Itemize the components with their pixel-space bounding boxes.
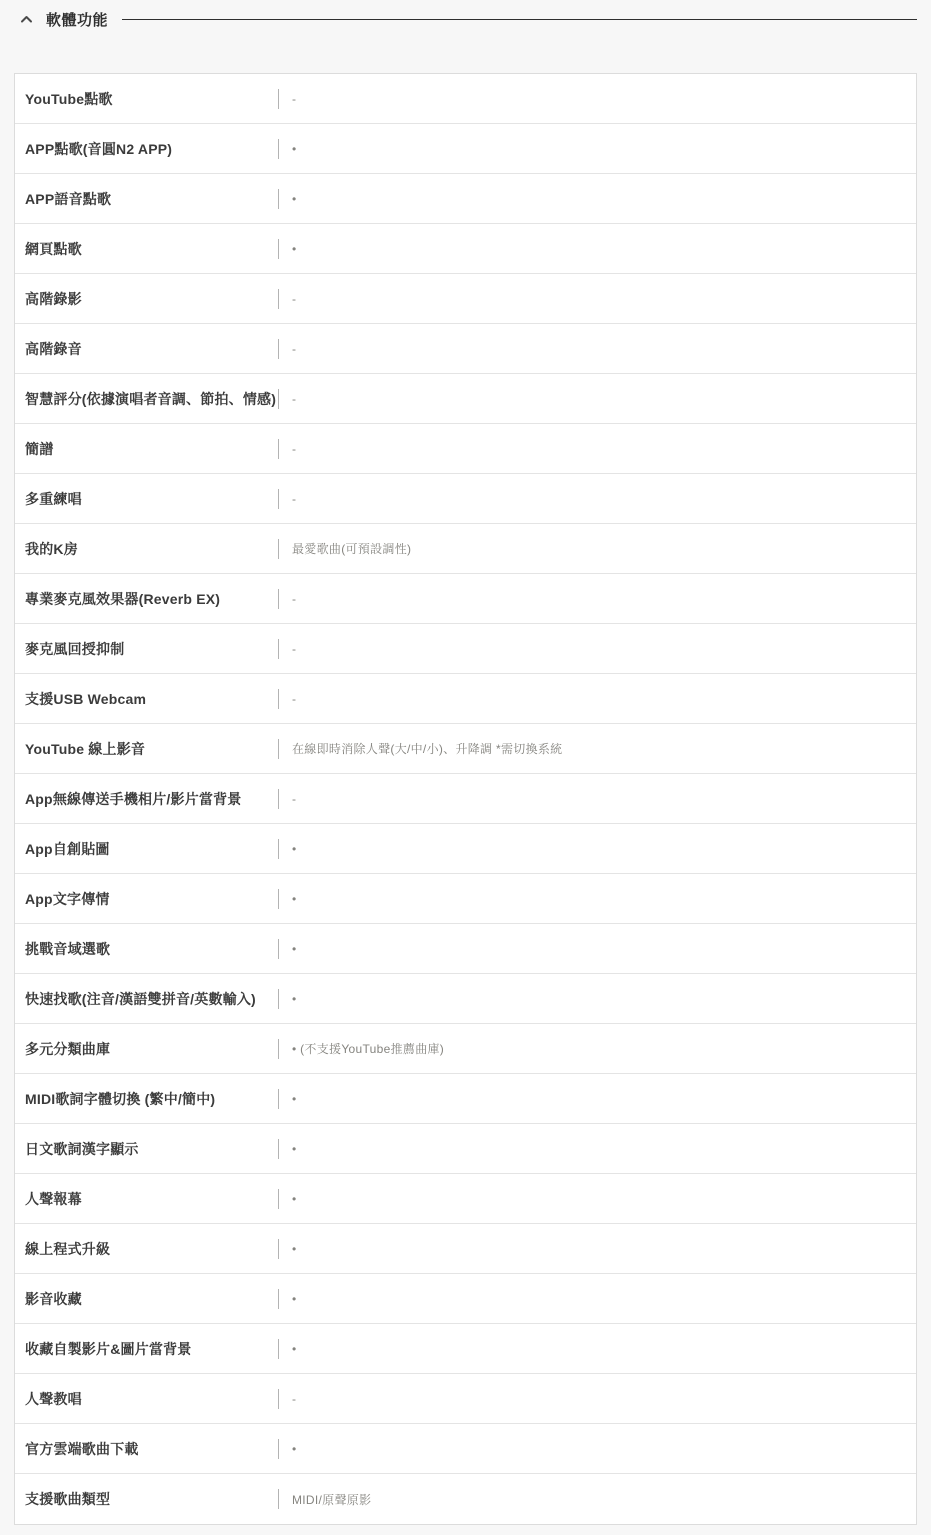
spec-row-label: App自創貼圖: [25, 840, 110, 857]
spec-row-label: 官方雲端歌曲下載: [25, 1440, 139, 1457]
spec-table: [14, 73, 917, 1525]
spec-row-label: 日文歌詞漢字顯示: [25, 1140, 139, 1157]
column-divider: [278, 689, 279, 709]
column-divider: [278, 289, 279, 309]
spec-row-label: MIDI歌詞字體切換 (繁中/簡中): [25, 1090, 216, 1107]
spec-row: [15, 1174, 916, 1224]
spec-row-label: 挑戰音域選歌: [25, 940, 111, 957]
column-divider: [278, 739, 279, 759]
spec-row-label: YouTube點歌: [25, 90, 113, 107]
column-divider: [278, 1089, 279, 1109]
column-divider: [278, 89, 279, 109]
column-divider: [278, 1389, 279, 1409]
spec-row-value: -: [292, 391, 297, 406]
spec-row: [15, 824, 916, 874]
spec-row-value: -: [292, 1391, 297, 1406]
spec-row: [15, 774, 916, 824]
spec-row-value: •: [292, 241, 297, 256]
spec-row: [15, 1474, 916, 1524]
spec-row: [15, 524, 916, 574]
spec-row-label: 專業麥克風效果器(Reverb EX): [25, 590, 221, 607]
spec-row-value: •: [292, 941, 297, 956]
spec-row: [15, 324, 916, 374]
column-divider: [278, 1289, 279, 1309]
spec-row-value: • (不支援YouTube推薦曲庫): [292, 1042, 445, 1056]
column-divider: [278, 939, 279, 959]
header-divider-line: [122, 19, 917, 20]
column-divider: [278, 189, 279, 209]
spec-row: [15, 1424, 916, 1474]
spec-row-value: •: [292, 1441, 297, 1456]
spec-row-label: YouTube 線上影音: [25, 740, 146, 757]
spec-row: [15, 274, 916, 324]
spec-row-label: 收藏自製影片&圖片當背景: [25, 1340, 192, 1357]
column-divider: [278, 1339, 279, 1359]
spec-row: [15, 1374, 916, 1424]
spec-row-label: 快速找歌(注音/漢語雙拼音/英數輸入): [25, 990, 256, 1007]
spec-row-value: •: [292, 991, 297, 1006]
spec-row: [15, 724, 916, 774]
spec-row-label: 麥克風回授抑制: [25, 640, 125, 657]
spec-row-value: •: [292, 1341, 297, 1356]
spec-row-label: 多元分類曲庫: [25, 1040, 111, 1057]
spec-row-value: -: [292, 691, 297, 706]
spec-row-label: 支援歌曲類型: [25, 1491, 111, 1507]
column-divider: [278, 339, 279, 359]
column-divider: [278, 489, 279, 509]
spec-row-value: •: [292, 141, 297, 156]
column-divider: [278, 1489, 279, 1509]
spec-row: [15, 1024, 916, 1074]
spec-row-value: 在線即時消除人聲(大/中/小)、升降調 *需切換系統: [292, 742, 563, 756]
spec-row: [15, 1274, 916, 1324]
spec-row: [15, 474, 916, 524]
spec-row: [15, 1074, 916, 1124]
spec-row-label: 影音收藏: [25, 1290, 82, 1307]
column-divider: [278, 1039, 279, 1059]
spec-row-value: -: [292, 791, 297, 806]
column-divider: [278, 789, 279, 809]
column-divider: [278, 889, 279, 909]
spec-row: [15, 224, 916, 274]
spec-row-value: •: [292, 891, 297, 906]
section-header-software-features[interactable]: [14, 8, 917, 30]
spec-row: [15, 624, 916, 674]
spec-row: [15, 924, 916, 974]
spec-row: [15, 574, 916, 624]
spec-row-label: 人聲教唱: [25, 1390, 82, 1407]
spec-row-label: App文字傳情: [25, 890, 110, 907]
section-title: 軟體功能: [46, 11, 109, 29]
spec-row-label: 我的K房: [25, 540, 78, 557]
spec-row-label: 高階錄影: [25, 290, 82, 307]
spec-row: [15, 1324, 916, 1374]
column-divider: [278, 389, 279, 409]
column-divider: [278, 639, 279, 659]
spec-row: [15, 1124, 916, 1174]
spec-row-value: MIDI/原聲原影: [292, 1492, 372, 1507]
spec-row-value: -: [292, 441, 297, 456]
spec-row-label: 支援USB Webcam: [25, 690, 147, 707]
spec-row-label: 智慧評分(依據演唱者音調、節拍、情感): [25, 390, 277, 407]
spec-row: [15, 974, 916, 1024]
spec-row: [15, 674, 916, 724]
spec-row-label: 多重練唱: [25, 490, 82, 507]
column-divider: [278, 1439, 279, 1459]
spec-row-label: App無線傳送手機相片/影片當背景: [25, 790, 242, 807]
column-divider: [278, 1139, 279, 1159]
spec-row: [15, 424, 916, 474]
spec-row-value: -: [292, 491, 297, 506]
column-divider: [278, 839, 279, 859]
spec-row: [15, 1224, 916, 1274]
spec-row-value: •: [292, 191, 297, 206]
spec-row: [15, 124, 916, 174]
spec-row: [15, 74, 916, 124]
chevron-up-icon: [20, 13, 33, 26]
spec-row-value: -: [292, 91, 297, 106]
column-divider: [278, 989, 279, 1009]
spec-row-label: 線上程式升級: [25, 1240, 111, 1257]
column-divider: [278, 589, 279, 609]
spec-row-value: •: [292, 1241, 297, 1256]
spec-row-value: -: [292, 291, 297, 306]
spec-row-label: 網頁點歌: [25, 240, 82, 257]
spec-row-label: 簡譜: [25, 440, 54, 457]
spec-row-value: -: [292, 591, 297, 606]
spec-row-value: •: [292, 1141, 297, 1156]
spec-row: [15, 874, 916, 924]
spec-row: [15, 374, 916, 424]
spec-row: [15, 174, 916, 224]
spec-row-label: APP點歌(音圓N2 APP): [25, 140, 173, 157]
spec-row-label: 高階錄音: [25, 340, 82, 357]
spec-row-value: -: [292, 341, 297, 356]
column-divider: [278, 439, 279, 459]
spec-row-value: -: [292, 641, 297, 656]
spec-row-value: •: [292, 841, 297, 856]
column-divider: [278, 239, 279, 259]
spec-row-label: APP語音點歌: [25, 190, 112, 207]
spec-row-value: 最愛歌曲(可預設調性): [292, 542, 412, 556]
spec-row-value: •: [292, 1291, 297, 1306]
spec-row-value: •: [292, 1191, 297, 1206]
column-divider: [278, 539, 279, 559]
spec-row-label: 人聲報幕: [25, 1190, 82, 1207]
column-divider: [278, 139, 279, 159]
column-divider: [278, 1239, 279, 1259]
spec-row-value: •: [292, 1091, 297, 1106]
column-divider: [278, 1189, 279, 1209]
